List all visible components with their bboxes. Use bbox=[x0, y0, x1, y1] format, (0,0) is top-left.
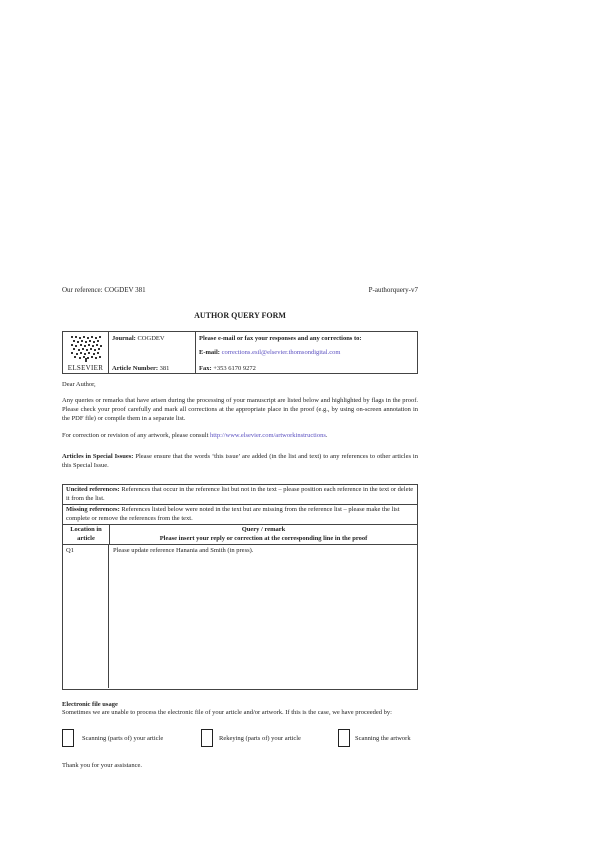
rekeying-article-checkbox[interactable] bbox=[201, 729, 213, 747]
form-title: AUTHOR QUERY FORM bbox=[194, 311, 286, 320]
query-table bbox=[62, 484, 418, 690]
info-box bbox=[62, 331, 418, 374]
file-usage-text: Sometimes we are unable to process the electronic file of your article and/or artwork. If this is the case, we have proceeded by: bbox=[62, 709, 392, 716]
article-value: 381 bbox=[159, 365, 170, 372]
tree-logo-icon bbox=[69, 334, 103, 362]
page-header bbox=[62, 286, 418, 294]
scanning-artwork-label: Scanning the artwork bbox=[355, 735, 411, 742]
fax-value: +353 6170 9272 bbox=[213, 365, 256, 372]
scanning-article-checkbox[interactable] bbox=[62, 729, 74, 747]
salutation: Dear Author, bbox=[62, 381, 96, 388]
uncited-references-row: Uncited references: References that occur in the reference list but not in the text – please position each reference in the text or delete it from the list. bbox=[63, 485, 417, 505]
publisher-logo bbox=[63, 332, 109, 373]
closing-text: Thank you for your assistance. bbox=[62, 762, 142, 769]
artwork-link[interactable]: http://www.elsevier.com/artworkinstructions bbox=[210, 432, 326, 439]
table-row bbox=[63, 545, 417, 688]
intro-paragraph: Any queries or remarks that have arisen during the processing of your manuscript are listed below and highlighted by flags in the proof. Please check your proof carefully and mark all corrections at the appropriate place in the proof (e.g., by using on-screen annotation in the PDF file) or compile them in a separate list. bbox=[62, 397, 418, 422]
journal-info bbox=[109, 332, 196, 373]
email-label: E-mail: bbox=[199, 349, 220, 356]
file-usage-options bbox=[62, 729, 418, 749]
article-label: Article Number: bbox=[112, 365, 159, 372]
fax-label: Fax: bbox=[199, 365, 212, 372]
email-link[interactable]: corrections.esil@elsevier.thomsondigital.com bbox=[221, 349, 341, 356]
our-reference: Our reference: COGDEV 381 bbox=[62, 286, 146, 294]
rekeying-article-label: Rekeying (parts of) your article bbox=[219, 735, 301, 742]
query-header: Query / remark Please insert your reply or correction at the corresponding line in the proof bbox=[159, 526, 368, 542]
missing-references-row: Missing references: References listed below were noted in the text but are missing from the reference list – please make the list complete or remove the references from the text. bbox=[63, 505, 417, 525]
query-text[interactable]: Please update reference Hanania and Smith (in press). bbox=[113, 547, 254, 554]
contact-instruction: Please e-mail or fax your responses and any corrections to: bbox=[199, 335, 362, 342]
article-line bbox=[112, 365, 169, 372]
scanning-artwork-checkbox[interactable] bbox=[338, 729, 350, 747]
contact-info bbox=[196, 332, 417, 373]
query-table-header bbox=[63, 525, 417, 545]
form-code: P-authorquery-v7 bbox=[368, 286, 418, 294]
journal-label: Journal: bbox=[112, 335, 136, 342]
special-issues-label: Articles in Special Issues: bbox=[62, 453, 134, 460]
publisher-name: ELSEVIER bbox=[67, 364, 104, 372]
location-header: Location in article bbox=[63, 525, 110, 544]
journal-line bbox=[112, 335, 165, 342]
author-query-form-page bbox=[62, 0, 418, 849]
special-issues-paragraph: Articles in Special Issues: Please ensure that the words ‘this issue’ are added (in the list and text) to any references to other articles in this Special Issue. bbox=[62, 453, 418, 469]
file-usage-heading: Electronic file usage bbox=[62, 701, 118, 708]
fax-line bbox=[199, 365, 256, 372]
artwork-paragraph: For correction or revision of any artwork, please consult http://www.elsevier.com/artworkinstructions. bbox=[62, 432, 328, 439]
scanning-article-label: Scanning (parts of) your article bbox=[82, 735, 164, 742]
query-location: Q1 bbox=[63, 545, 109, 688]
journal-value: COGDEV bbox=[137, 335, 165, 342]
email-line bbox=[199, 349, 340, 356]
